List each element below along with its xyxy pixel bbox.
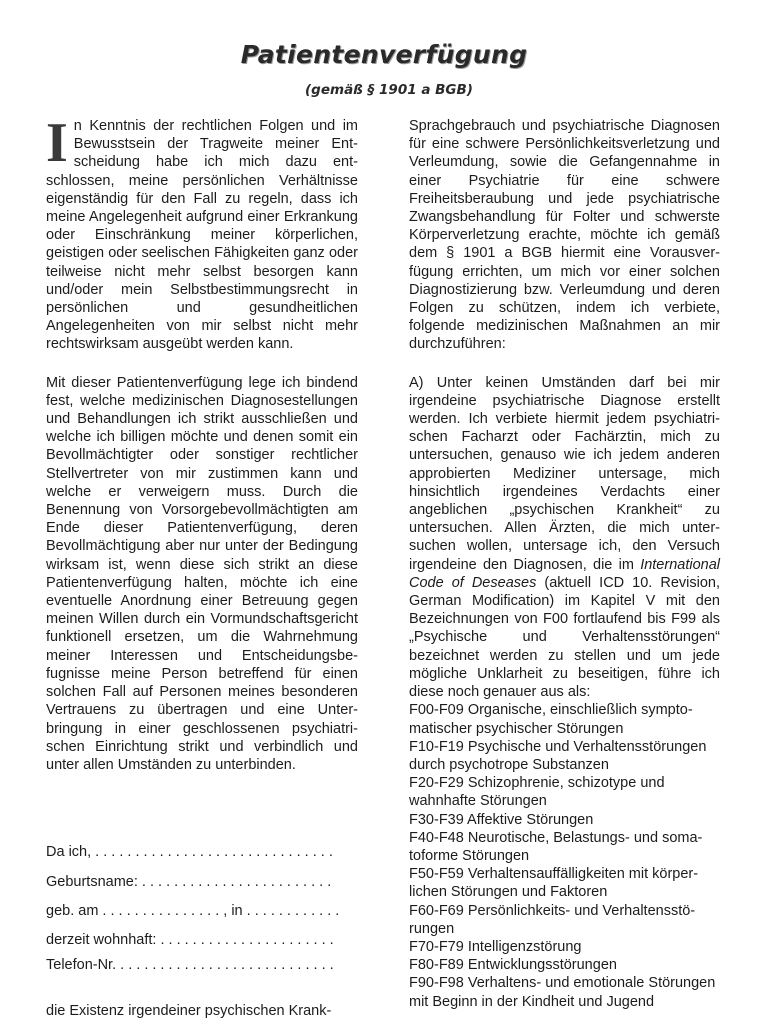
drop-cap: I (46, 112, 68, 174)
icd-code-item: F80-F89 Entwicklungsstörungen (409, 957, 617, 974)
prohibition-text-start: A) Unter keinen Umständen darf bei mir irgendeine psychiatrische Diagnose erstellt werden. Ich verbiete hiermit jedem psychiatrischen Facharzt oder Fachärztin, mich zu untersuchen, genauso wie ich jedem anderen approbierten Mediziner untersage, mich hinsichtlich irgendeines Verdachts einer angeblichen „psychischen Krankheit“ zu untersuchen. Allen Ärzten, die mich untersuchen wollen, untersage ich, den Versuch irgendeine den Diagnosen, die im (409, 374, 720, 573)
address-field[interactable]: derzeit wohnhaft: . . . . . . . . . . . . . . . . . . . . . . (46, 932, 334, 948)
purpose-paragraph: Mit dieser Patientenverfügung lege ich bindend fest, welche medizinischen Diagnosestellungen und Behandlungen ich strikt ausschließen und welche ich billigen möchte und denen somit ein Bevollmächtigter oder sonstiger rechtlicher Stellvertreter von mir zustimmen kann und welche er verweigern muss. Durch die Benennung von Vorsorgebevollmächtigten am Ende dieser Patientenverfügung, deren Bevollmächtigung aber nur unter der Bedingung wirksam ist, wenn diese sich strikt an diese Patientenverfügung halten, möchte ich eine eventuelle Anordnung einer Betreuung gegen meinen Willen durch ein Vormundschaftsgericht funktionell ersetzen, um die Wahrnehmung meiner Interessen und Entscheidungsbefugnisse meine Person betreffend für einen solchen Fall auf Personen meines besonderen Vertrauens zu übertragen und eine Unterbringung in einer geschlossenen psychiatrischen Einrichtung strikt und verbindlich und unter allen Umständen zu unterbinden. (46, 374, 358, 773)
birth-date-place-field[interactable]: geb. am . . . . . . . . . . . . . . . , in . . . . . . . . . . . . (46, 903, 340, 919)
icd-code-item: F90-F98 Verhaltens- und emotionale Störungen mit Beginn in der Kindheit und Jugend (409, 975, 716, 1010)
phone-field[interactable]: Telefon-Nr. . . . . . . . . . . . . . . . . . . . . . . . . . . . (46, 957, 334, 973)
intro-paragraph-text: n Kenntnis der rechtlichen Folgen und im Bewusstsein der Tragweite meiner Entscheidung habe ich mich dazu entschlossen, meine persönlichen Verhältnisse eigenständig für den Fall zu regeln, dass ich meine Angelegenheit aufgrund einer Erkrankung oder Einschränkung meiner körperlichen, geistigen oder seelischen Fähigkeiten ganz oder teilweise nicht mehr selbst besorgen kann und/oder mein Selbstbestimmungsrecht in persönlichen und gesundheitlichen Angelegenheiten von mir selbst nicht mehr rechtswirksam ausgeübt werden kann. (46, 118, 358, 353)
icd-code-list (409, 701, 720, 1010)
document-subtitle: (gemäß § 1901 a BGB) (305, 82, 473, 98)
icd-code-item: F70-F79 Intelligenzstörung (409, 938, 582, 955)
icd-code-item: F50-F59 Verhaltensauffälligkeiten mit körperlichen Störungen und Faktoren (409, 866, 699, 901)
prohibition-text-end: (aktuell ICD 10. Revision, German Modification) im Kapitel V mit den Bezeichnungen von F00 fortlaufend bis F99 als „Psychische und Verhaltensstörungen“ bezeichnet werden zu stellen und um jede mögliche Unklarheit zu beseitigen, führe ich diese noch genauer aus als: (409, 574, 721, 701)
document-title: Patientenverfügung (240, 40, 528, 69)
left-column (46, 112, 358, 794)
prohibition-paragraph (409, 374, 720, 702)
icd-code-item: F00-F09 Organische, einschließlich symptomatischer psychischer Störungen (409, 702, 693, 737)
declaration-paragraph: Sprachgebrauch und psychiatrische Diagnosen für eine schwere Persönlichkeitsverletzung und Verleumdung, sowie die Gefangennahme in einer Psychiatrie für eine schwere Freiheitsberaubung und jede psychiatrische Zwangsbehandlung für Folter und schwerste Körperverletzung erachte, möchte ich gemäß dem § 1901 a BGB hiermit eine Vorausverfügung errichten, um mich vor einer solchen Diagnostizierung bzw. Verleumdung und deren Folgen zu schützen, indem ich verbiete, folgende medizinischen Maßnahmen an mir durchzuführen: (409, 118, 720, 353)
icd-code-item: F20-F29 Schizophrenie, schizotype und wahnhafte Störungen (409, 775, 665, 810)
icd-code-item: F60-F69 Persönlichkeits- und Verhaltensstörungen (409, 902, 696, 937)
right-column (409, 117, 720, 1011)
icd-code-item: F40-F48 Neurotische, Belastungs- und somatoforme Störungen (409, 829, 703, 864)
continuation-text: die Existenz irgendeiner psychischen Krank- (46, 1003, 332, 1019)
icd-title: International Code of Deseases (409, 556, 720, 591)
icd-code-item: F10-F19 Psychische und Verhaltensstörungen durch psychotrope Substanzen (409, 738, 707, 773)
icd-code-item: F30-F39 Affektive Störungen (409, 811, 594, 828)
name-field[interactable]: Da ich, . . . . . . . . . . . . . . . . . . . . . . . . . . . . . . (46, 844, 333, 860)
intro-paragraph (46, 112, 358, 354)
birth-name-field[interactable]: Geburtsname: . . . . . . . . . . . . . . . . . . . . . . . . (46, 874, 332, 890)
